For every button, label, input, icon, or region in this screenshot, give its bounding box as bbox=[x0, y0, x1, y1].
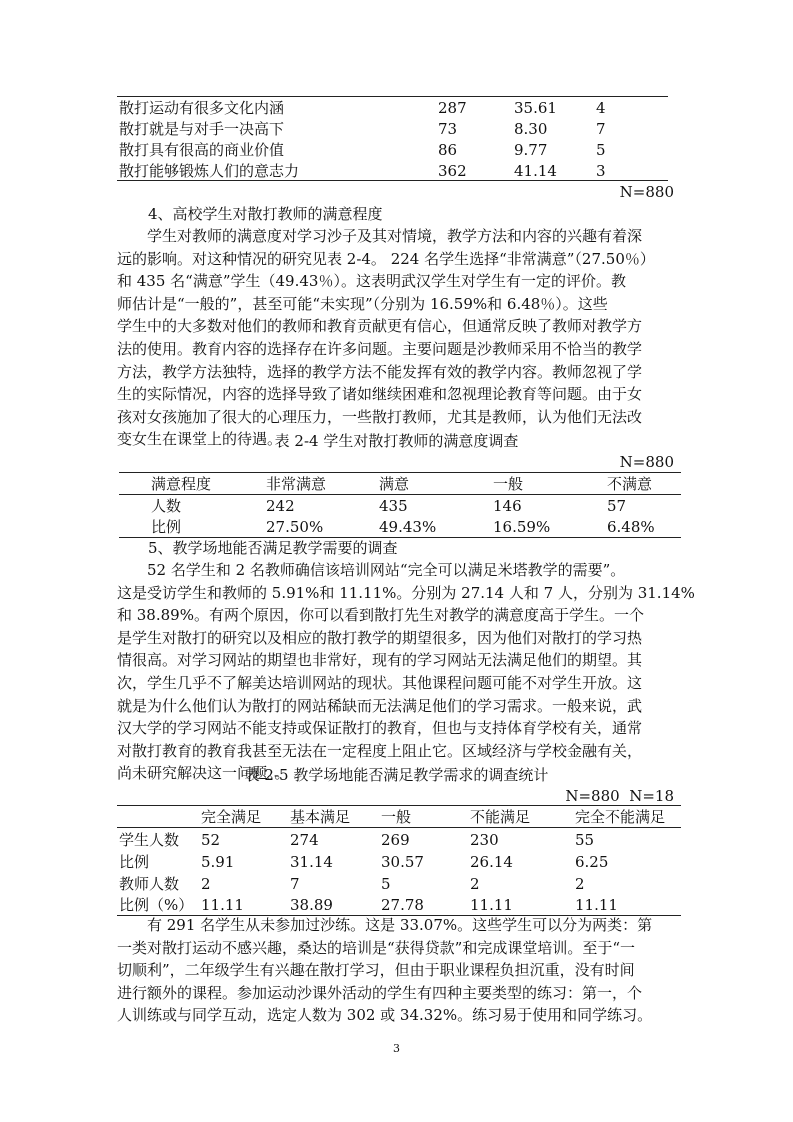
table-row-label: 教师人数 bbox=[119, 875, 180, 893]
paragraph-line: 这是受访学生和教师的 5.91%和 11.11%。分别为 27.14 人和 7 人，分别为 31.14% bbox=[117, 583, 695, 602]
table-cell: 146 bbox=[493, 497, 522, 515]
table2-n-note: N=880 bbox=[619, 453, 674, 471]
paragraph-line: 情很高。对学习网站的期望也非常好，现有的学习网站无法满足他们的期望。其 bbox=[117, 651, 643, 670]
table-cell: 57 bbox=[607, 497, 627, 515]
paragraph-line: 方法，教学方法独特，选择的教学方法不能发挥有效的教学内容。教师忽视了学 bbox=[117, 362, 643, 381]
table-cell: 人数 bbox=[151, 497, 182, 515]
table1-bottom-rule bbox=[117, 180, 668, 181]
table-cell: 6.25 bbox=[575, 853, 609, 871]
section5-heading: 5、教学场地能否满足教学需要的调查 bbox=[148, 539, 398, 557]
table-cell: 16.59% bbox=[493, 518, 551, 536]
paragraph-line: 和 435 名“满意”学生（49.43％）。这表明武汉学生对学生有一定的评价。教 bbox=[117, 272, 626, 291]
page-number: 3 bbox=[393, 1042, 400, 1055]
closing-paragraph bbox=[117, 914, 677, 1027]
paragraph-line: 有 291 名学生从未参加过沙练。这是 33.07%。这些学生可以分为两类：第 bbox=[147, 916, 653, 934]
paragraph-line: 和 38.89%。有两个原因，你可以看到散打先生对教学的满意度高于学生。一个 bbox=[117, 606, 644, 625]
table-cell: 散打能够锻炼人们的意志力 bbox=[119, 162, 300, 180]
table-cell: 230 bbox=[470, 831, 499, 849]
table-header-cell: 一般 bbox=[493, 475, 524, 493]
table-row-label: 比例（%） bbox=[119, 896, 194, 914]
paragraph-line: 对散打教育的教育我甚至无法在一定程度上阻止它。区域经济与学校金融有关， bbox=[117, 741, 643, 760]
table-cell: 7 bbox=[290, 875, 300, 893]
table-cell: 86 bbox=[438, 141, 458, 159]
section4-heading: 4、高校学生对散打教师的满意程度 bbox=[148, 205, 383, 223]
table-cell: 30.57 bbox=[381, 853, 424, 871]
table-cell: 7 bbox=[596, 120, 606, 138]
table1-n-note: N=880 bbox=[619, 183, 674, 201]
table-row-label: 比例 bbox=[119, 853, 150, 871]
table-header-cell: 基本满足 bbox=[290, 808, 351, 826]
table-cell: 8.30 bbox=[514, 120, 548, 138]
table-cell: 3 bbox=[596, 162, 606, 180]
table3-caption: 表 2-5 教学场地能否满足教学需求的调查统计 bbox=[244, 766, 549, 784]
table-cell: 5 bbox=[381, 875, 391, 893]
paragraph-line: 远的影响。对这种情况的研究见表 2-4。 224 名学生选择“非常满意”（27.50％） bbox=[117, 249, 655, 268]
table-header-cell: 满意程度 bbox=[151, 475, 212, 493]
table-cell: 11.11 bbox=[575, 896, 618, 914]
table-header-cell: 一般 bbox=[381, 808, 412, 826]
table-cell: 2 bbox=[201, 875, 211, 893]
paragraph-line: 切顺利”，二年级学生有兴趣在散打学习，但由于职业课程负担沉重，没有时间 bbox=[117, 961, 635, 980]
paragraph-line: 一类对散打运动不感兴趣，桑达的培训是“获得贷款”和完成课堂培训。至于“一 bbox=[117, 938, 636, 957]
table-cell: 26.14 bbox=[470, 853, 513, 871]
table-cell: 散打就是与对手一决高下 bbox=[119, 120, 285, 138]
table-cell: 31.14 bbox=[290, 853, 333, 871]
table-cell: 73 bbox=[438, 120, 458, 138]
paragraph-line: 次，学生几乎不了解美达培训网站的现状。其他课程问题可能不对学生开放。这 bbox=[117, 673, 643, 692]
table-cell: 5 bbox=[596, 141, 606, 159]
table-cell: 287 bbox=[438, 99, 467, 117]
section4-paragraph bbox=[117, 225, 677, 451]
table-cell: 27.78 bbox=[381, 896, 424, 914]
paragraph-line: 进行额外的课程。参加运动沙课外活动的学生有四种主要类型的练习：第一，个 bbox=[117, 983, 643, 1002]
table-cell: 比例 bbox=[151, 518, 182, 536]
paragraph-line: 学生中的大多数对他们的教师和教育贡献更有信心，但通常反映了教师对教学方 bbox=[117, 317, 643, 336]
table-cell: 散打运动有很多文化内涵 bbox=[119, 99, 285, 117]
table-header-cell: 不能满足 bbox=[470, 808, 531, 826]
table-cell: 41.14 bbox=[514, 162, 557, 180]
table-cell: 11.11 bbox=[201, 896, 244, 914]
table-cell: 6.48% bbox=[607, 518, 655, 536]
table-header-cell: 不满意 bbox=[607, 475, 653, 493]
paragraph-line: 汉大学的学习网站不能支持或保证散打的教育，但也与支持体育学校有关，通常 bbox=[117, 719, 643, 738]
paragraph-line: 变女生在课堂上的待遇。 bbox=[117, 430, 283, 449]
table-cell: 362 bbox=[438, 162, 467, 180]
table-cell: 274 bbox=[290, 831, 319, 849]
table-cell: 269 bbox=[381, 831, 410, 849]
paragraph-line: 生的实际情况，内容的选择导致了诸如继续困难和忽视理论教育等问题。由于女 bbox=[117, 385, 643, 404]
table-cell: 55 bbox=[575, 831, 595, 849]
paragraph-line: 人训练或与同学互动，选定人数为 302 或 34.32%。练习易于使用和同学练习。 bbox=[117, 1006, 653, 1025]
table-header-cell: 非常满意 bbox=[266, 475, 327, 493]
section5-paragraph bbox=[117, 559, 695, 785]
table-header-cell: 满意 bbox=[379, 475, 410, 493]
table-cell: 2 bbox=[470, 875, 480, 893]
paragraph-line: 52 名学生和 2 名教师确信该培训网站“完全可以满足米塔教学的需要”。 bbox=[147, 561, 626, 579]
paragraph-line: 就是为什么他们认为散打的网站稀缺而无法满足他们的学习需求。一般来说，武 bbox=[117, 696, 643, 715]
paragraph-line: 是学生对散打的研究以及相应的散打教学的期望很多，因为他们对散打的学习热 bbox=[117, 628, 643, 647]
table-cell: 242 bbox=[266, 497, 295, 515]
table-cell: 2 bbox=[575, 875, 585, 893]
table3-header-rule bbox=[117, 827, 681, 828]
table2-caption: 表 2-4 学生对散打教师的满意度调查 bbox=[274, 432, 519, 450]
table-header-cell: 完全不能满足 bbox=[575, 808, 666, 826]
table-cell: 35.61 bbox=[514, 99, 557, 117]
table-cell: 9.77 bbox=[514, 141, 548, 159]
table-cell: 49.43% bbox=[379, 518, 437, 536]
table-cell: 435 bbox=[379, 497, 408, 515]
table-cell: 5.91 bbox=[201, 853, 235, 871]
table-cell: 38.89 bbox=[290, 896, 333, 914]
paragraph-line: 法的使用。教育内容的选择存在许多问题。主要问题是沙教师采用不恰当的教学 bbox=[117, 339, 643, 358]
paragraph-line: 尚未研究解决这一问题。。 bbox=[117, 764, 290, 783]
paragraph-line: 学生对教师的满意度对学习沙子及其对情境，教学方法和内容的兴趣有着深 bbox=[147, 227, 643, 245]
table3-n-note: N=880 N=18 bbox=[565, 787, 674, 805]
table-cell: 11.11 bbox=[470, 896, 513, 914]
table-cell: 4 bbox=[596, 99, 606, 117]
paragraph-line: 孩对女孩施加了很大的心理压力，一些散打教师，尤其是教师，认为他们无法改 bbox=[117, 407, 643, 426]
table-row-label: 学生人数 bbox=[119, 831, 180, 849]
paragraph-line: 师估计是“一般的”，甚至可能“未实现”（分别为 16.59%和 6.48％）。这些 bbox=[117, 294, 608, 313]
table-header-cell: 完全满足 bbox=[201, 808, 262, 826]
table-cell: 52 bbox=[201, 831, 221, 849]
table-cell: 散打具有很高的商业价值 bbox=[119, 141, 285, 159]
table-cell: 27.50% bbox=[266, 518, 324, 536]
